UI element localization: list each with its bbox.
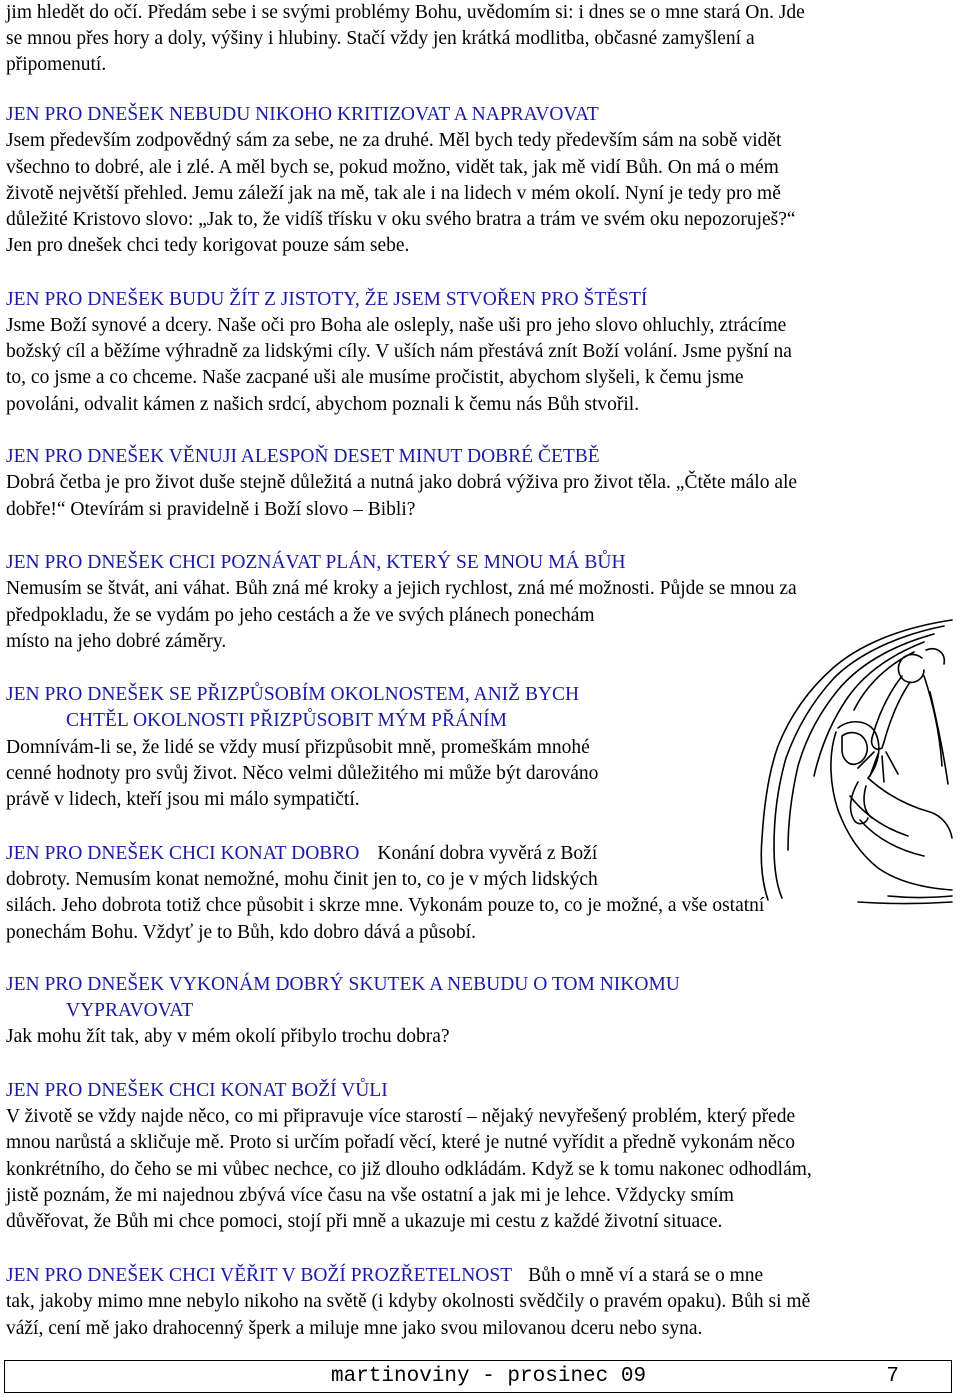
text-line: to, co jsme a co chceme. Naše zacpané uši ale musíme pročistit, abychom slyšeli, k čemu jsme: [6, 367, 744, 388]
angel-illustration: [738, 606, 960, 906]
section-heading-continued: VYPRAVOVAT: [66, 1000, 194, 1021]
text-line: životě největší přehled. Jemu záleží jak na mě, tak ale i na lidech v mém okolí. Nyní je tedy pro mě: [6, 183, 781, 204]
text-line: Jsme Boží synové a dcery. Naše oči pro Boha ale osleply, naše uši pro jeho slovo ohluchly, ztrácíme: [6, 315, 787, 336]
text-line: váží, cení mě jako drahocenný šperk a miluje mne jako svou milovanou dceru nebo syna.: [6, 1318, 703, 1339]
text-line: silách. Jeho dobrota totiž chce působit i skrze mne. Vykonám pouze to, co je možné, a vše ostatní: [6, 895, 765, 916]
section-heading: JEN PRO DNEŠEK VYKONÁM DOBRÝ SKUTEK A NEBUDU O TOM NIKOMU: [6, 974, 680, 995]
text-line: všechno to dobré, ale i zlé. A měl bych se, pokud možno, vidět tak, jak mě vidí Bůh. On má o mém: [6, 157, 779, 178]
text-line: jim hledět do očí. Předám sebe i se svými problémy Bohu, uvědomím si: i dnes se o mne stará On. Jde: [6, 2, 805, 23]
section-heading: JEN PRO DNEŠEK SE PŘIZPŮSOBÍM OKOLNOSTEM, ANIŽ BYCH: [6, 684, 580, 705]
text-line: konkrétního, do čeho se mi vůbec nechce, co již dlouho odkládám. Když se k tomu nakonec odhodlám,: [6, 1159, 812, 1180]
section-heading: JEN PRO DNEŠEK CHCI VĚŘIT V BOŽÍ PROZŘETELNOST: [6, 1265, 513, 1286]
text-line: se mnou přes hory a doly, výšiny i hlubiny. Stačí vždy jen krátká modlitba, občasné zamyšlení a: [6, 28, 755, 49]
text-line: právě v lidech, kteří jsou mi málo sympatičtí.: [6, 789, 360, 810]
section-heading: JEN PRO DNEŠEK VĚNUJI ALESPOŇ DESET MINUT DOBRÉ ČETBĚ: [6, 446, 600, 467]
text-line: připomenutí.: [6, 54, 107, 75]
text-line: Jsem především zodpovědný sám za sebe, ne za druhé. Měl bych tedy především sám na sobě vidět: [6, 130, 782, 151]
text-line: Jak mohu žít tak, aby v mém okolí přibylo trochu dobra?: [6, 1026, 450, 1047]
text-line: dobře!“ Otevírám si pravidelně i Boží slovo – Bibli?: [6, 499, 416, 520]
page-footer: [4, 1360, 952, 1393]
section-heading: JEN PRO DNEŠEK CHCI KONAT DOBRO: [6, 843, 360, 864]
text-line: Jen pro dnešek chci tedy korigovat pouze sám sebe.: [6, 235, 410, 256]
text-line: Dobrá četba je pro život duše stejně důležitá a nutná jako dobrá výživa pro život těla. „Čtěte málo ale: [6, 472, 798, 493]
text-line: cenné hodnoty pro svůj život. Něco velmi důležitého mi může být darováno: [6, 763, 599, 784]
text-line: Domnívám-li se, že lidé se vždy musí přizpůsobit mně, promeškám mnohé: [6, 737, 590, 758]
text-line: tak, jakoby mimo mne nebylo nikoho na světě (i kdyby okolnosti svědčily o pravém opaku). Bůh si mě: [6, 1291, 811, 1312]
page-number: 7: [886, 1365, 899, 1388]
footer-title: martinoviny - prosinec 09: [331, 1365, 647, 1388]
section-heading: JEN PRO DNEŠEK NEBUDU NIKOHO KRITIZOVAT A NAPRAVOVAT: [6, 104, 599, 125]
inline-text: Konání dobra vyvěrá z Boží: [377, 843, 598, 864]
section-heading: JEN PRO DNEŠEK CHCI KONAT BOŽÍ VŮLI: [6, 1080, 388, 1101]
section-heading: JEN PRO DNEŠEK BUDU ŽÍT Z JISTOTY, ŽE JSEM STVOŘEN PRO ŠTĚSTÍ: [6, 289, 648, 310]
text-line: dobroty. Nemusím konat nemožné, mohu činit jen to, co je v mých lidských: [6, 869, 598, 890]
text-line: důležité Kristovo slovo: „Jak to, že vidíš třísku v oku svého bratra a trám ve svém oku nepozoruješ?“: [6, 209, 796, 230]
text-line: V životě se vždy najde něco, co mi připravuje více starostí – nějaký nevyřešený problém, který přede: [6, 1106, 796, 1127]
text-line: povoláni, odvalit kámen z našich srdcí, abychom poznali k čemu nás Bůh stvořil.: [6, 394, 640, 415]
heading-line: [6, 1263, 946, 1290]
text-line: předpokladu, že se vydám po jeho cestách a že ve svých plánech ponechám: [6, 605, 595, 626]
section-heading-continued: CHTĚL OKOLNOSTI PŘIZPŮSOBIT MÝM PŘÁNÍM: [66, 710, 507, 731]
section-heading: JEN PRO DNEŠEK CHCI POZNÁVAT PLÁN, KTERÝ SE MNOU MÁ BŮH: [6, 552, 626, 573]
text-line: místo na jeho dobré záměry.: [6, 631, 227, 652]
inline-text: Bůh o mně ví a stará se o mne: [528, 1265, 764, 1286]
text-line: jistě poznám, že mi najednou zbývá více času na vše ostatní a jak mi je lehce. Vždycky smím: [6, 1185, 734, 1206]
text-line: božský cíl a běžíme výhradně za lidskými cíly. V uších nám přestává znít Boží volání. Jsme pyšní na: [6, 341, 792, 362]
text-line: ponechám Bohu. Vždyť je to Bůh, kdo dobro dává a působí.: [6, 922, 476, 943]
text-line: mnou narůstá a skličuje mě. Proto si určím pořadí věcí, které je nutné vyřídit a předně vykonám něco: [6, 1132, 795, 1153]
text-line: důvěřovat, že Bůh mi chce pomoci, stojí při mně a ukazuje mi cestu z každé životní situace.: [6, 1211, 723, 1232]
text-line: Nemusím se štvát, ani váhat. Bůh zná mé kroky a jejich rychlost, zná mé možnosti. Půjde se mnou za: [6, 578, 797, 599]
